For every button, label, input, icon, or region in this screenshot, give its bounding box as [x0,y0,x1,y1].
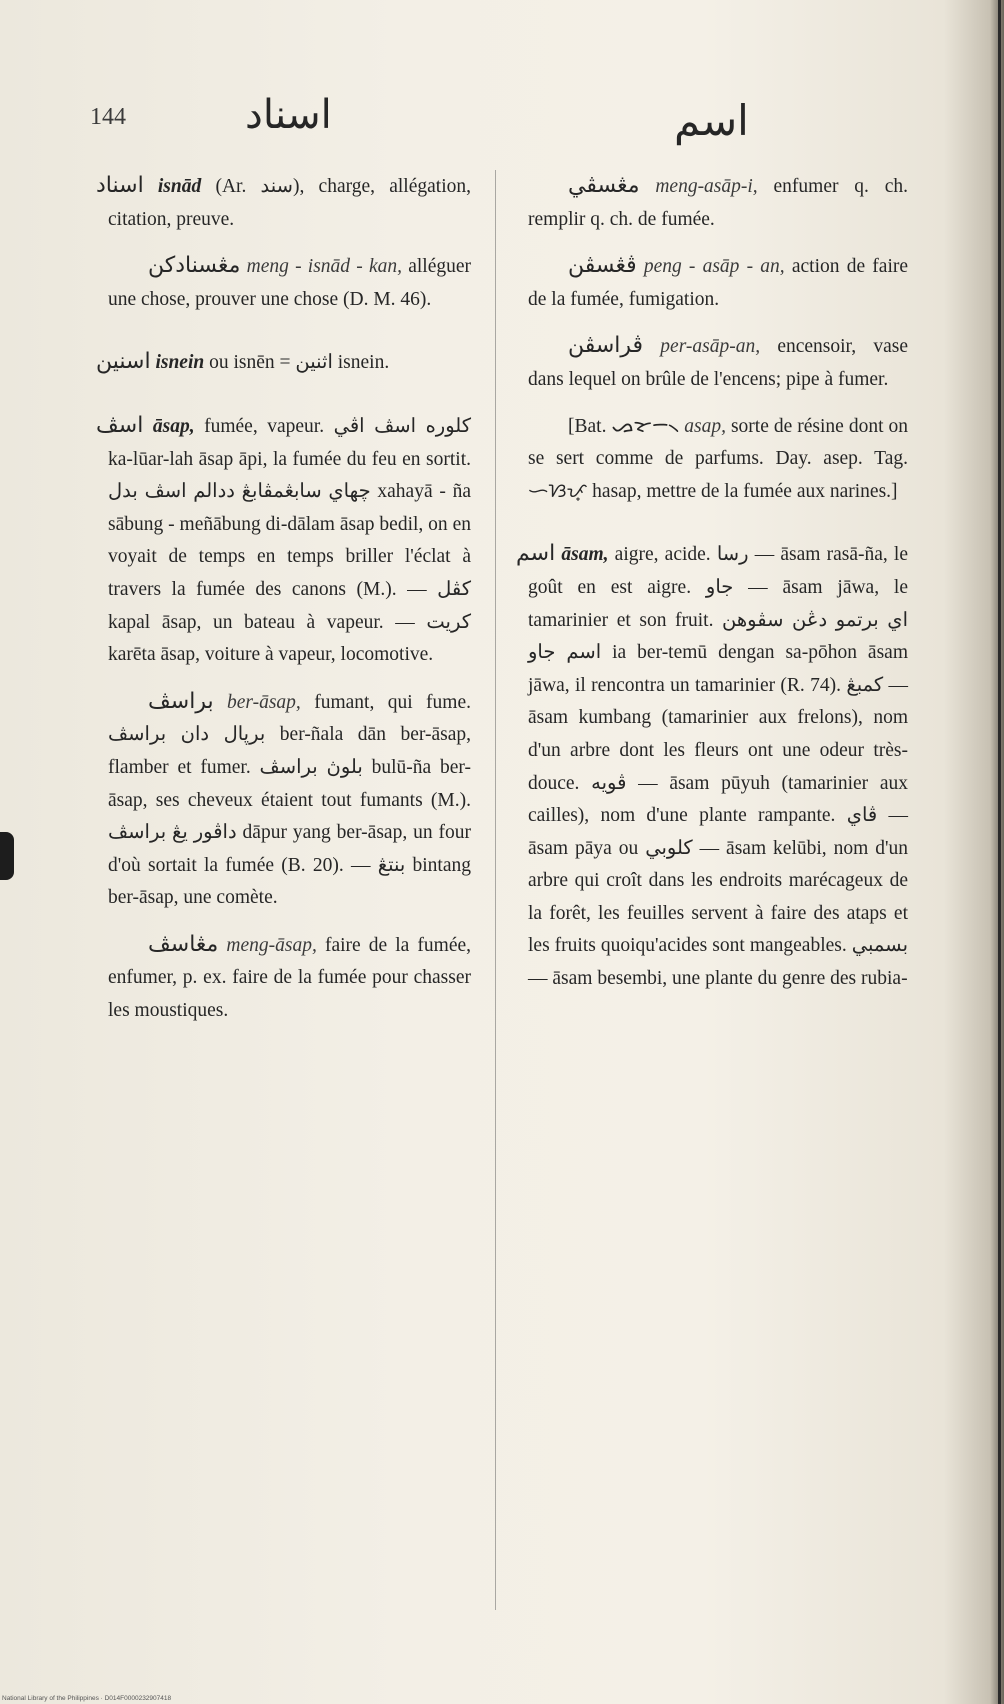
definition: (Ar. سند), charge, allégation, citation, preuve. [108,176,471,230]
dictionary-subentry [108,686,471,915]
transliteration: per-asāp-an, [660,336,761,358]
definition: fumant, qui fume. برڽال دان براسڤ ber-ñala dān ber-āsap, flamber et fumer. بلوڽ براسڤ bulū-ña ber-āsap, ses cheveux étaient tout fumants (M.). داڤور يڠ براسڤ dāpur yang ber-āsap, un four d'où sortait la fumée (B. 20). — بنتڠ bintang ber-āsap, une comète. [108,691,471,909]
definition: action de faire de la fumée, fumigation. [528,256,909,310]
arabic-form: مڠسنادکن [148,253,241,279]
dictionary-entry [516,538,909,995]
definition: alléguer une chose, prouver une chose (D. M. 46). [108,256,472,310]
etymology-note [528,411,908,509]
headword: āsap, [152,415,195,437]
right-column [516,170,909,1010]
headword: isnein [155,352,205,374]
headword: isnād [157,176,202,197]
arabic-headword: اسناد [96,173,144,198]
definition: faire de la fumée, enfumer, p. ex. faire de la fumée pour chasser les moustiques. [108,934,471,1022]
dictionary-subentry [528,170,908,236]
dictionary-subentry [108,929,471,1028]
dictionary-subentry [528,330,908,396]
page-edge-shadow [990,0,1004,1704]
definition: encensoir, vase dans lequel on brûle de l'encens; pipe à fumer. [528,336,908,390]
arabic-form: مڠاسڤ [148,931,219,957]
dictionary-subentry [108,250,471,316]
column-divider [495,170,496,1610]
ink-blot [0,832,14,880]
page-number: 144 [90,104,126,130]
running-head-right: اسم [674,96,749,145]
arabic-headword: اسڤ [96,412,144,438]
headword: āsam, [561,544,609,566]
dictionary-subentry [528,250,908,316]
running-head-left: اسناد [245,92,332,138]
arabic-headword: اسنين [96,349,151,375]
arabic-form: براسڤ [148,688,214,714]
definition: fumée, vapeur. کلوره اسڤ اڤي ka-lūar-lah āsap āpi, la fumée du feu en sortit. چهاي سابڠمڤابڠ ددالم اسڤ بدل xahayā - ña sābung - meñābung di-dālam āsap bedil, on en voyait de temps en temps briller l'éclat à travers la fumée des canons (M.). — کڤل kapal āsap, un bateau à vapeur. — کريت karēta āsap, voiture à vapeur, locomotive. [108,415,472,666]
arabic-headword: اسم [516,541,556,567]
definition: ou isnēn = اثنين isnein. [204,352,390,374]
arabic-form: مڠسڤي [568,173,640,198]
definition: aigre, acide. رسا — āsam rasā-ña, le goût en est aigre. جاو — āsam jāwa, le tamarinier et son fruit. اي برتمو دڠن سڤوهن اسم جاو ia ber-temū dengan sa-pōhon āsam jāwa, il rencontra un tamarinier (R. 74). کمبڠ — āsam kumbang (tamarinier aux frelons), nom d'un arbre dont les fleurs ont une odeur très-douce. ڤويه — āsam pūyuh (tamarinier aux cailles), nom d'une plante rampante. ڤاي — āsam pāya ou کلوبي — āsam kelūbi, nom d'un arbre qui croît dans les endroits marécageux de la forêt, les feuilles servent à faire des ataps et les fruits quoiqu'acides sont mangeables. بسمبي — āsam besembi, une plante du genre des rubia- [528,544,909,990]
transliteration: meng-āsap, [226,934,317,956]
definition: sorte de résine dont on se sert comme de parfums. Day. asep. Tag. ᜑᜐᜉ᜔ hasap, mettre de la fumée aux narines.] [528,415,909,502]
page-edge-line [998,0,1001,1704]
dictionary-entry [96,346,471,380]
definition: enfumer q. ch. remplir q. ch. de fumée. [528,176,909,230]
etymology-prefix: [Bat. ᯀᯘᯇ᯲ [568,415,680,437]
transliteration: meng - isnād - kan, [246,256,402,278]
arabic-form: ڤراسڤن [568,333,644,359]
transliteration: asap, [684,415,726,437]
transliteration: meng-asāp-i, [655,176,758,197]
dictionary-entry [96,170,471,236]
digitization-credit: National Library of the Philippines · D014F0000232907418 [2,1695,172,1702]
transliteration: peng - asāp - an, [643,256,785,278]
left-column [96,170,472,1042]
arabic-form: ڤڠسڤن [568,253,637,279]
transliteration: ber-āsap, [227,691,301,713]
dictionary-entry [96,410,472,672]
